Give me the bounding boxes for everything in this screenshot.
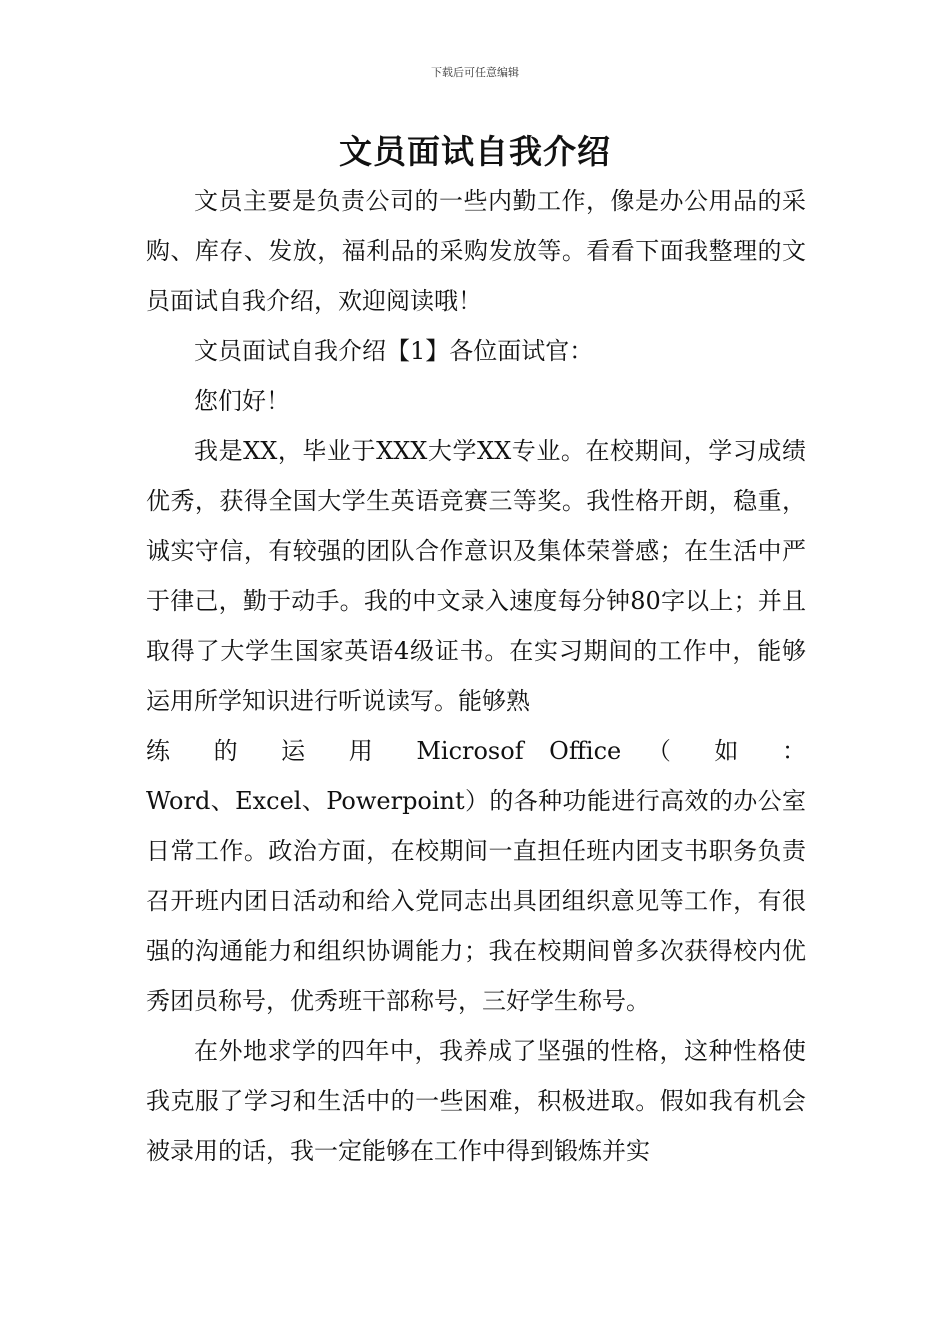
- section-heading-paragraph: 文员面试自我介绍【1】各位面试官：: [194, 337, 594, 365]
- intro-paragraph: 文员主要是负责公司的一些内勤工作，像是办公用品的采购、库存、发放，福利品的采购发放等。看看下面我整理的文员面试自我介绍，欢迎阅读哦！: [146, 187, 806, 315]
- self-introduction-text: 我是XX，毕业于XXX大学XX专业。在校期间，学习成绩优秀，获得全国大学生英语竞赛三等奖。我性格开朗，稳重，诚实守信，有较强的团队合作意识及集体荣誉感；在生活中严于律己，勤于动手。我的中文录入速度每分钟80字以上；并且取得了大学生国家英语4级证书。在实习期间的工作中，能够运用所学知识进行听说读写。能够熟: [146, 437, 806, 715]
- document-body: [146, 176, 806, 1176]
- closing-paragraph: 在外地求学的四年中，我养成了坚强的性格，这种性格使我克服了学习和生活中的一些困难，积极进取。假如我有机会被录用的话，我一定能够在工作中得到锻炼并实: [146, 1037, 806, 1165]
- greeting-paragraph: 您们好！: [194, 387, 290, 415]
- self-introduction-justified-line: 练 的 运 用 Microsof Office （ 如 ：: [146, 737, 806, 765]
- header-note: 下载后可任意编辑: [431, 66, 519, 79]
- self-introduction-continuation: Word、Excel、Powerpoint）的各种功能进行高效的办公室日常工作。政治方面，在校期间一直担任班内团支书职务负责召开班内团日活动和给入党同志出具团组织意见等工作，有很强的沟通能力和组织协调能力；我在校期间曾多次获得校内优秀团员称号，优秀班干部称号，三好学生称号。: [146, 787, 806, 1015]
- self-introduction-paragraph: [146, 426, 806, 1026]
- document-title: 文员面试自我介绍: [339, 132, 611, 171]
